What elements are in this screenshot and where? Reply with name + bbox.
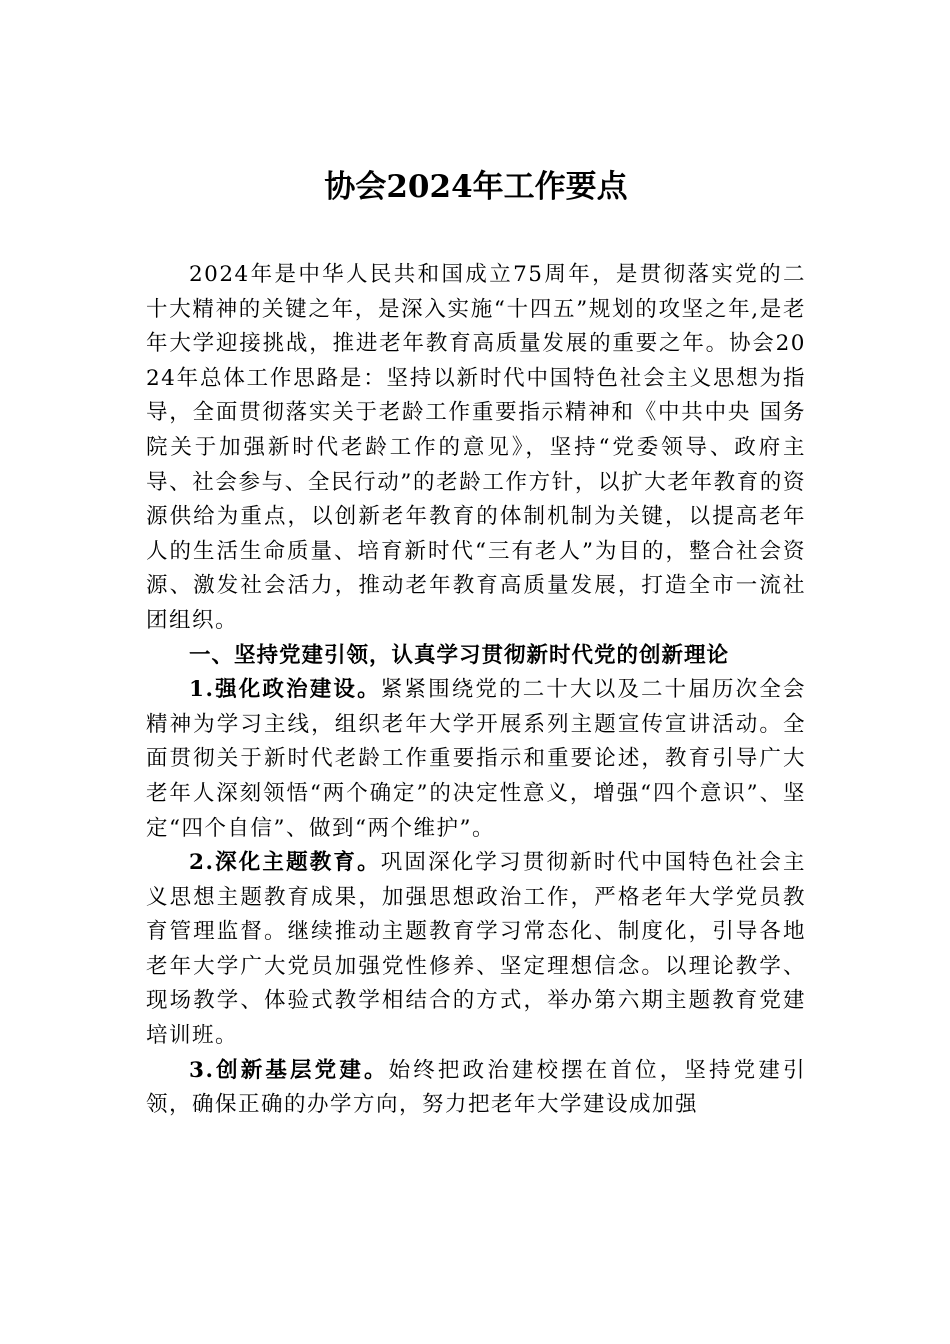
- item-paragraph-1: [146, 673, 806, 846]
- section-heading-1: 一、坚持党建引领，认真学习贯彻新时代党的创新理论: [189, 642, 730, 668]
- item-text-1: 紧紧围绕党的二十大以及二十届历次全会精神为学习主线，组织老年大学开展系列主题宣传宣讲活动。全面贯彻关于新时代老龄工作重要指示和重要论述，教育引导广大老年人深刻领悟“两个确定”的决定性意义，增强“四个意识”、坚定“四个自信”、做到“两个维护”。: [146, 677, 806, 841]
- item-text-3: 始终把政治建校摆在首位，坚持党建引领，确保正确的办学方向，努力把老年大学建设成加强: [146, 1057, 806, 1118]
- item-paragraph-3: [146, 1054, 806, 1123]
- document-title: 协会2024年工作要点: [324, 169, 628, 205]
- item-paragraph-2: [146, 846, 806, 1054]
- document-page: [146, 160, 806, 1123]
- item-text-2: 巩固深化学习贯彻新时代中国特色社会主义思想主题教育成果，加强思想政治工作，严格老年大学党员教育管理监督。继续推动主题教育学习常态化、制度化，引导各地老年大学广大党员加强党性修养、坚定理想信念。以理论教学、现场教学、体验式教学相结合的方式，举办第六期主题教育党建培训班。: [146, 850, 806, 1049]
- item-lead-2: 2.深化主题教育。: [189, 850, 381, 876]
- item-lead-1: 1.强化政治建设。: [189, 677, 381, 703]
- item-lead-3: 3.创新基层党建。: [189, 1057, 389, 1083]
- intro-paragraph: 2024年是中华人民共和国成立75周年，是贯彻落实党的二十大精神的关键之年，是深入实施“十四五”规划的攻坚之年,是老年大学迎接挑战，推进老年教育高质量发展的重要之年。协会2024年总体工作思路是：坚持以新时代中国特色社会主义思想为指导，全面贯彻落实关于老龄工作重要指示精神和《中共中央 国务院关于加强新时代老龄工作的意见》，坚持“党委领导、政府主导、社会参与、全民行动”的老龄工作方针，以扩大老年教育的资源供给为重点，以创新老年教育的体制机制为关键，以提高老年人的生活生命质量、培育新时代“三有老人”为目的，整合社会资源、激发社会活力，推动老年教育高质量发展，打造全市一流社团组织。: [146, 262, 806, 633]
